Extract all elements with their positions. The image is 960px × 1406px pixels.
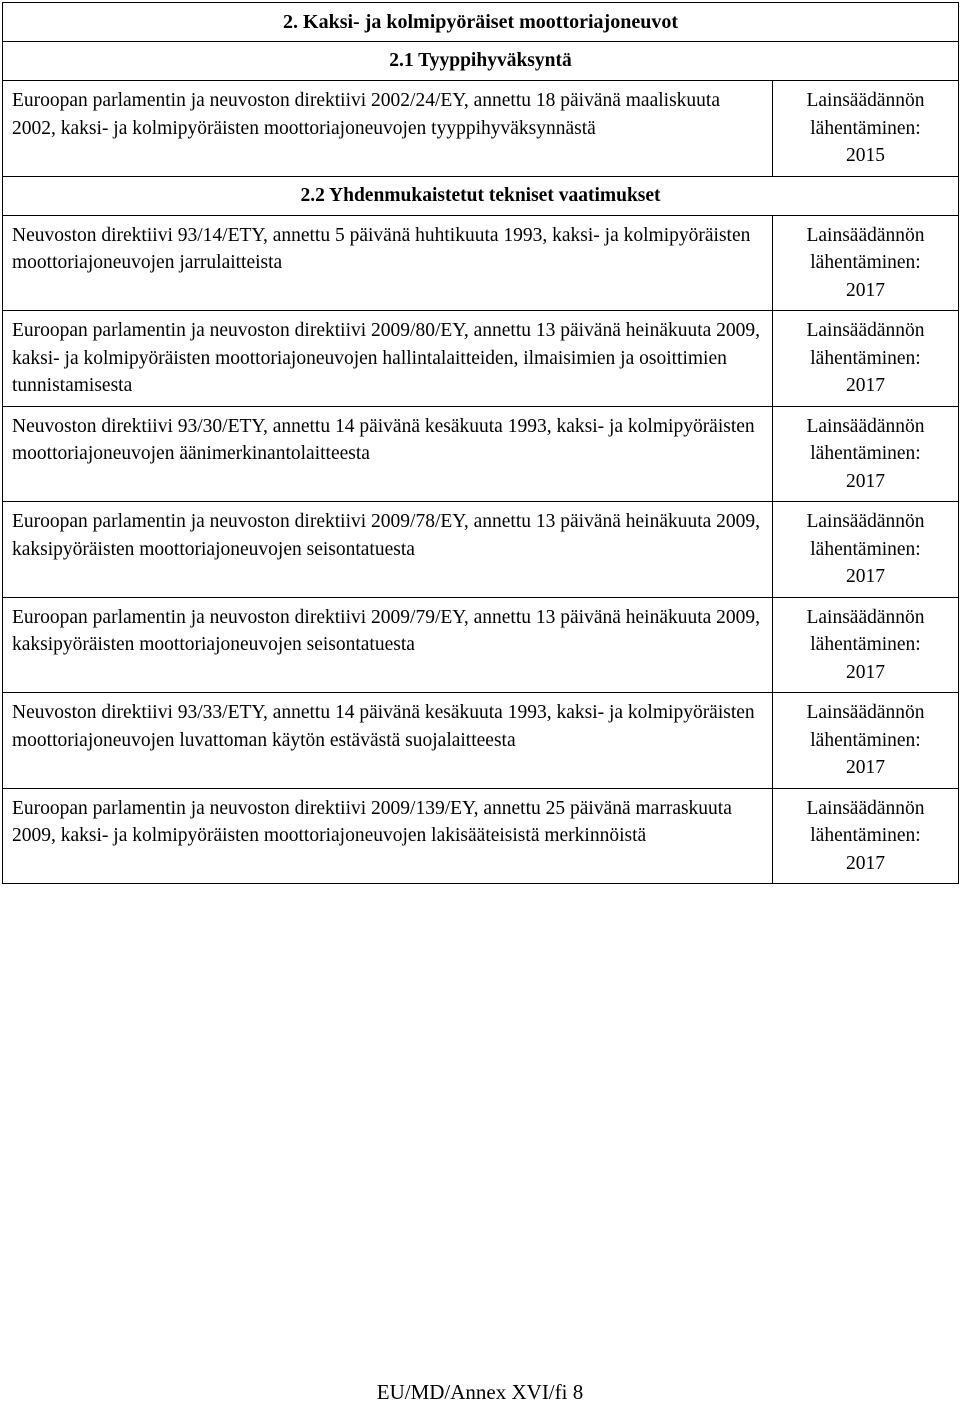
approximation-note [773, 693, 959, 789]
regulations-table [2, 2, 959, 884]
page-footer: EU/MD/Annex XVI/fi 8 [376, 1380, 584, 1404]
section-title: 2.2 Yhdenmukaistetut tekniset vaatimukset [3, 176, 959, 215]
approximation-note [773, 502, 959, 598]
directive-description: Euroopan parlamentin ja neuvoston direktiivi 2009/139/EY, annettu 25 päivänä marraskuuta 2009, kaksi- ja kolmipyöräisten moottoriajoneuvojen lakisääteisistä merkinnöistä [3, 788, 773, 884]
table-row [3, 788, 959, 884]
section-title-row [3, 42, 959, 81]
directive-description: Euroopan parlamentin ja neuvoston direktiivi 2009/80/EY, annettu 13 päivänä heinäkuuta 2009, kaksi- ja kolmipyöräisten moottoriajoneuvojen hallintalaitteiden, ilmaisimien ja osoittimien tunnistamisesta [3, 311, 773, 407]
note-label: Lainsäädännön [806, 797, 925, 819]
note-label: lähentäminen: [810, 825, 921, 846]
note-label: Lainsäädännön [806, 702, 925, 723]
table-row [3, 406, 959, 502]
approximation-note [773, 406, 959, 502]
table-row [3, 81, 959, 177]
directive-description: Euroopan parlamentin ja neuvoston direktiivi 2002/24/EY, annettu 18 päivänä maaliskuuta 2002, kaksi- ja kolmipyöräisten moottoriajoneuvojen tyyppihyväksynnästä [3, 81, 773, 177]
directive-description: Neuvoston direktiivi 93/14/ETY, annettu 5 päivänä huhtikuuta 1993, kaksi- ja kolmipyöräisten moottoriajoneuvojen jarrulaitteista [3, 215, 773, 311]
note-label: Lainsäädännön [806, 606, 925, 628]
directive-description: Euroopan parlamentin ja neuvoston direktiivi 2009/79/EY, annettu 13 päivänä heinäkuuta 2009, kaksipyöräisten moottoriajoneuvojen seisontatuesta [3, 597, 773, 693]
section-title-row [3, 176, 959, 215]
note-year: 2015 [846, 145, 885, 166]
table-row [3, 215, 959, 311]
directive-description: Neuvoston direktiivi 93/33/ETY, annettu 14 päivänä kesäkuuta 1993, kaksi- ja kolmipyöräisten moottoriajoneuvojen luvattoman käytön estävästä suojalaitteesta [3, 693, 773, 789]
note-label: lähentäminen: [810, 443, 921, 464]
note-label: Lainsäädännön [806, 90, 925, 111]
note-year: 2017 [846, 470, 885, 492]
note-label: lähentäminen: [810, 729, 921, 751]
note-year: 2017 [846, 566, 885, 587]
table-row [3, 693, 959, 789]
note-label: Lainsäädännön [806, 224, 925, 246]
approximation-note [773, 788, 959, 884]
note-label: lähentäminen: [810, 538, 921, 560]
note-year: 2017 [846, 852, 885, 874]
approximation-note [773, 81, 959, 177]
chapter-title: 2. Kaksi- ja kolmipyöräiset moottoriajoneuvot [3, 3, 959, 42]
note-label: Lainsäädännön [806, 511, 925, 532]
table-row [3, 311, 959, 407]
approximation-note [773, 597, 959, 693]
note-year: 2017 [846, 279, 885, 301]
table-row [3, 502, 959, 598]
directive-description: Euroopan parlamentin ja neuvoston direktiivi 2009/78/EY, annettu 13 päivänä heinäkuuta 2009, kaksipyöräisten moottoriajoneuvojen seisontatuesta [3, 502, 773, 598]
approximation-note [773, 215, 959, 311]
approximation-note [773, 311, 959, 407]
note-label: Lainsäädännön [806, 415, 925, 437]
note-label: lähentäminen: [810, 117, 921, 139]
note-label: lähentäminen: [810, 634, 921, 655]
directive-description: Neuvoston direktiivi 93/30/ETY, annettu 14 päivänä kesäkuuta 1993, kaksi- ja kolmipyöräisten moottoriajoneuvojen äänimerkinantolaitteesta [3, 406, 773, 502]
note-label: lähentäminen: [810, 252, 921, 273]
section-title: 2.1 Tyyppihyväksyntä [3, 42, 959, 81]
table-row [3, 597, 959, 693]
note-year: 2017 [846, 661, 885, 683]
chapter-title-row [3, 3, 959, 42]
note-label: lähentäminen: [810, 347, 921, 369]
note-year: 2017 [846, 375, 885, 396]
note-label: Lainsäädännön [806, 320, 925, 341]
note-year: 2017 [846, 757, 885, 778]
